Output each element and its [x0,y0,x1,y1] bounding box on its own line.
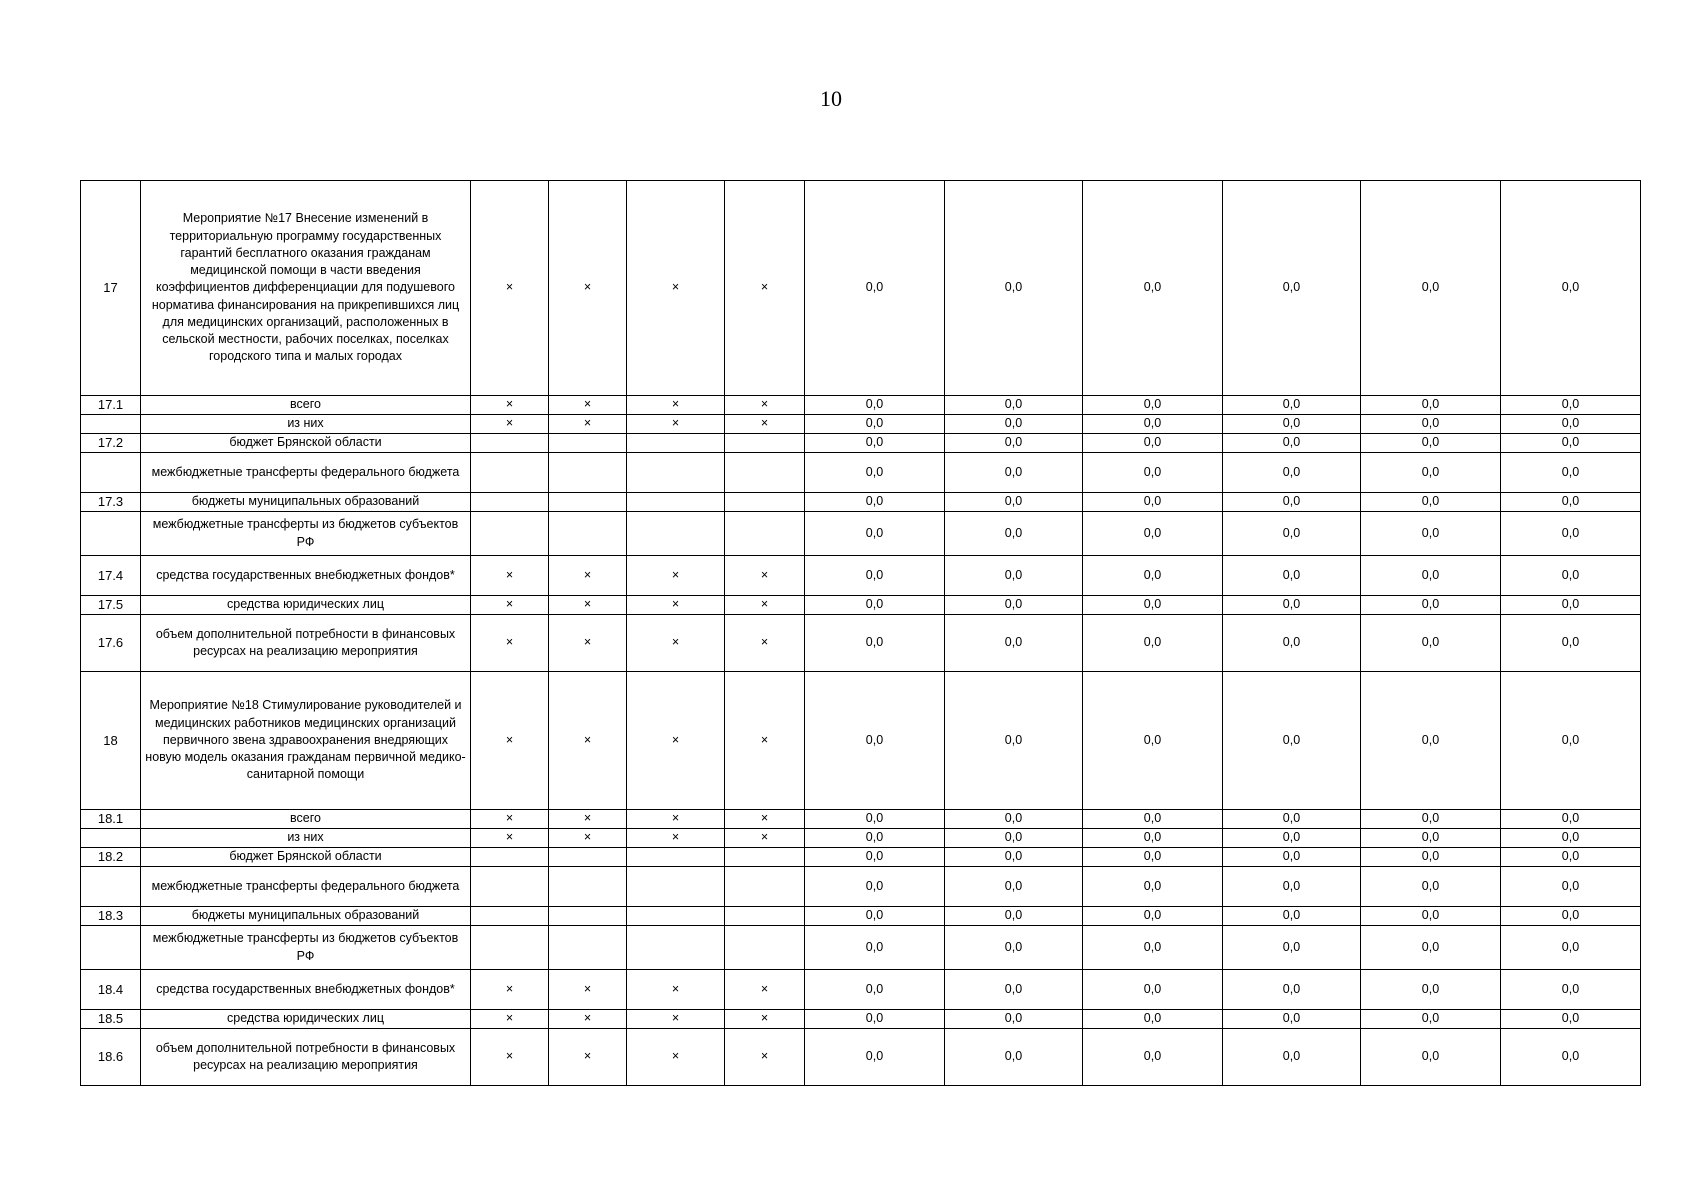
value-cell: 0,0 [1501,493,1641,512]
mark-cell: × [725,672,805,810]
value-cell: 0,0 [1361,848,1501,867]
row-description: средства юридических лиц [141,1010,471,1029]
value-cell: 0,0 [1223,596,1361,615]
value-cell: 0,0 [1083,1029,1223,1086]
value-cell: 0,0 [1361,512,1501,556]
row-description: объем дополнительной потребности в финансовых ресурсах на реализацию мероприятия [141,1029,471,1086]
mark-cell [471,434,549,453]
value-cell: 0,0 [1361,396,1501,415]
table-row [81,970,1641,1010]
value-cell: 0,0 [1223,453,1361,493]
mark-cell: × [725,1010,805,1029]
mark-cell: × [725,596,805,615]
row-description: бюджет Брянской области [141,848,471,867]
value-cell: 0,0 [1501,434,1641,453]
value-cell: 0,0 [1361,596,1501,615]
value-cell: 0,0 [805,829,945,848]
row-number [81,512,141,556]
value-cell: 0,0 [1083,615,1223,672]
value-cell: 0,0 [1223,672,1361,810]
value-cell: 0,0 [1501,415,1641,434]
mark-cell [627,867,725,907]
value-cell: 0,0 [1083,396,1223,415]
table-row [81,181,1641,396]
value-cell: 0,0 [1083,926,1223,970]
mark-cell: × [471,810,549,829]
mark-cell [725,907,805,926]
value-cell: 0,0 [805,848,945,867]
table-row [81,926,1641,970]
value-cell: 0,0 [1223,970,1361,1010]
mark-cell: × [471,615,549,672]
mark-cell [471,867,549,907]
value-cell: 0,0 [1501,512,1641,556]
value-cell: 0,0 [1083,512,1223,556]
table-row [81,493,1641,512]
value-cell: 0,0 [1223,810,1361,829]
table-row [81,1029,1641,1086]
value-cell: 0,0 [1223,848,1361,867]
value-cell: 0,0 [945,672,1083,810]
value-cell: 0,0 [1501,396,1641,415]
value-cell: 0,0 [1361,926,1501,970]
value-cell: 0,0 [945,829,1083,848]
value-cell: 0,0 [1083,556,1223,596]
value-cell: 0,0 [805,907,945,926]
mark-cell [725,926,805,970]
mark-cell: × [549,970,627,1010]
row-number [81,829,141,848]
row-description: средства государственных внебюджетных фондов* [141,970,471,1010]
value-cell: 0,0 [1223,867,1361,907]
value-cell: 0,0 [945,1010,1083,1029]
mark-cell: × [725,829,805,848]
mark-cell [471,926,549,970]
mark-cell: × [627,396,725,415]
value-cell: 0,0 [1083,596,1223,615]
value-cell: 0,0 [805,493,945,512]
value-cell: 0,0 [1223,1010,1361,1029]
mark-cell [725,453,805,493]
value-cell: 0,0 [1083,907,1223,926]
mark-cell: × [549,415,627,434]
table-row [81,829,1641,848]
value-cell: 0,0 [1083,434,1223,453]
value-cell: 0,0 [1361,181,1501,396]
row-number: 17 [81,181,141,396]
mark-cell: × [471,970,549,1010]
value-cell: 0,0 [805,556,945,596]
mark-cell: × [471,556,549,596]
row-number [81,453,141,493]
mark-cell: × [627,810,725,829]
row-number [81,415,141,434]
mark-cell [725,867,805,907]
value-cell: 0,0 [1501,848,1641,867]
value-cell: 0,0 [1083,493,1223,512]
mark-cell: × [627,1029,725,1086]
mark-cell: × [627,1010,725,1029]
mark-cell: × [725,181,805,396]
value-cell: 0,0 [805,596,945,615]
mark-cell: × [549,615,627,672]
value-cell: 0,0 [805,1010,945,1029]
value-cell: 0,0 [1361,434,1501,453]
value-cell: 0,0 [805,867,945,907]
mark-cell [549,848,627,867]
row-number: 18 [81,672,141,810]
row-description: бюджеты муниципальных образований [141,907,471,926]
value-cell: 0,0 [1501,181,1641,396]
mark-cell [549,493,627,512]
mark-cell: × [471,1029,549,1086]
row-number: 17.3 [81,493,141,512]
value-cell: 0,0 [805,415,945,434]
mark-cell: × [549,396,627,415]
value-cell: 0,0 [1083,453,1223,493]
value-cell: 0,0 [1361,829,1501,848]
table-row [81,396,1641,415]
value-cell: 0,0 [1083,829,1223,848]
value-cell: 0,0 [945,970,1083,1010]
value-cell: 0,0 [1083,848,1223,867]
value-cell: 0,0 [1083,415,1223,434]
budget-table [80,180,1641,1086]
value-cell: 0,0 [1361,415,1501,434]
table-row [81,453,1641,493]
table-row [81,907,1641,926]
row-description: всего [141,810,471,829]
value-cell: 0,0 [1501,596,1641,615]
mark-cell: × [549,829,627,848]
page-number: 10 [820,86,842,111]
mark-cell: × [627,672,725,810]
table-row [81,810,1641,829]
value-cell: 0,0 [945,181,1083,396]
value-cell: 0,0 [1361,810,1501,829]
row-number: 18.4 [81,970,141,1010]
mark-cell: × [549,556,627,596]
value-cell: 0,0 [945,512,1083,556]
table-row [81,1010,1641,1029]
value-cell: 0,0 [1361,867,1501,907]
value-cell: 0,0 [945,596,1083,615]
mark-cell [549,907,627,926]
mark-cell [471,493,549,512]
row-number [81,926,141,970]
row-number: 17.6 [81,615,141,672]
value-cell: 0,0 [805,181,945,396]
value-cell: 0,0 [1361,907,1501,926]
table-row [81,556,1641,596]
value-cell: 0,0 [805,512,945,556]
value-cell: 0,0 [1223,181,1361,396]
mark-cell: × [549,181,627,396]
mark-cell [627,926,725,970]
value-cell: 0,0 [945,434,1083,453]
row-number: 17.2 [81,434,141,453]
value-cell: 0,0 [1223,926,1361,970]
mark-cell: × [471,396,549,415]
mark-cell [725,848,805,867]
value-cell: 0,0 [945,493,1083,512]
value-cell: 0,0 [945,848,1083,867]
mark-cell: × [725,615,805,672]
value-cell: 0,0 [1223,829,1361,848]
value-cell: 0,0 [1501,556,1641,596]
mark-cell: × [725,810,805,829]
value-cell: 0,0 [1501,1029,1641,1086]
mark-cell [549,453,627,493]
value-cell: 0,0 [945,615,1083,672]
value-cell: 0,0 [1501,970,1641,1010]
table-row [81,672,1641,810]
mark-cell: × [725,1029,805,1086]
value-cell: 0,0 [1223,493,1361,512]
value-cell: 0,0 [1501,829,1641,848]
row-description: Мероприятие №18 Стимулирование руководителей и медицинских работников медицинских организаций первичного звена здравоохранения внедряющих новую модель оказания гражданам первичной медико-санитарной помощи [141,672,471,810]
value-cell: 0,0 [1361,1029,1501,1086]
value-cell: 0,0 [805,615,945,672]
mark-cell: × [471,596,549,615]
table-body [81,181,1641,1086]
mark-cell: × [549,672,627,810]
mark-cell: × [471,672,549,810]
value-cell: 0,0 [1223,556,1361,596]
mark-cell [549,926,627,970]
value-cell: 0,0 [1083,970,1223,1010]
value-cell: 0,0 [945,907,1083,926]
value-cell: 0,0 [1361,493,1501,512]
table-row [81,615,1641,672]
row-description: средства юридических лиц [141,596,471,615]
mark-cell: × [725,556,805,596]
row-number: 18.5 [81,1010,141,1029]
value-cell: 0,0 [1501,453,1641,493]
mark-cell: × [725,970,805,1010]
mark-cell: × [549,1029,627,1086]
mark-cell: × [549,1010,627,1029]
mark-cell: × [627,415,725,434]
mark-cell [471,512,549,556]
mark-cell: × [627,829,725,848]
value-cell: 0,0 [1223,396,1361,415]
mark-cell: × [627,615,725,672]
row-description: бюджеты муниципальных образований [141,493,471,512]
value-cell: 0,0 [1361,1010,1501,1029]
value-cell: 0,0 [1361,672,1501,810]
value-cell: 0,0 [805,970,945,1010]
mark-cell [471,907,549,926]
value-cell: 0,0 [805,434,945,453]
mark-cell [725,493,805,512]
value-cell: 0,0 [945,396,1083,415]
row-number: 18.3 [81,907,141,926]
table-row [81,867,1641,907]
value-cell: 0,0 [945,867,1083,907]
value-cell: 0,0 [945,810,1083,829]
mark-cell: × [471,415,549,434]
mark-cell: × [725,415,805,434]
mark-cell [627,907,725,926]
table-row [81,415,1641,434]
row-description: объем дополнительной потребности в финансовых ресурсах на реализацию мероприятия [141,615,471,672]
value-cell: 0,0 [1361,556,1501,596]
value-cell: 0,0 [1361,970,1501,1010]
value-cell: 0,0 [945,556,1083,596]
value-cell: 0,0 [1501,926,1641,970]
value-cell: 0,0 [805,672,945,810]
mark-cell: × [627,556,725,596]
mark-cell [549,434,627,453]
mark-cell [471,848,549,867]
row-description: межбюджетные трансферты федерального бюджета [141,867,471,907]
row-description: из них [141,829,471,848]
value-cell: 0,0 [1223,434,1361,453]
row-number: 18.1 [81,810,141,829]
mark-cell [549,867,627,907]
mark-cell: × [627,181,725,396]
table-row [81,434,1641,453]
value-cell: 0,0 [805,926,945,970]
mark-cell [725,512,805,556]
value-cell: 0,0 [1501,810,1641,829]
mark-cell: × [549,810,627,829]
value-cell: 0,0 [1083,672,1223,810]
row-number [81,867,141,907]
value-cell: 0,0 [1361,615,1501,672]
value-cell: 0,0 [1501,672,1641,810]
mark-cell [725,434,805,453]
mark-cell: × [471,829,549,848]
mark-cell [627,512,725,556]
row-number: 17.5 [81,596,141,615]
value-cell: 0,0 [805,453,945,493]
row-description: Мероприятие №17 Внесение изменений в территориальную программу государственных гарантий бесплатного оказания гражданам медицинской помощи в части введения коэффициентов дифференциации для подушевого норматива финансирования на прикрепившихся лиц для медицинских организаций, расположенных в сельской местности, рабочих поселках, поселках городского типа и малых городах [141,181,471,396]
value-cell: 0,0 [1083,810,1223,829]
mark-cell [627,434,725,453]
value-cell: 0,0 [1223,415,1361,434]
row-number: 18.6 [81,1029,141,1086]
row-description: межбюджетные трансферты из бюджетов субъектов РФ [141,512,471,556]
value-cell: 0,0 [1083,181,1223,396]
value-cell: 0,0 [1501,907,1641,926]
mark-cell: × [627,596,725,615]
mark-cell: × [471,181,549,396]
table-row [81,512,1641,556]
value-cell: 0,0 [1361,453,1501,493]
row-number: 17.1 [81,396,141,415]
value-cell: 0,0 [805,396,945,415]
value-cell: 0,0 [805,810,945,829]
value-cell: 0,0 [945,415,1083,434]
value-cell: 0,0 [1223,907,1361,926]
value-cell: 0,0 [1083,1010,1223,1029]
value-cell: 0,0 [1223,1029,1361,1086]
mark-cell [627,493,725,512]
row-description: межбюджетные трансферты федерального бюджета [141,453,471,493]
mark-cell: × [725,396,805,415]
table-row [81,596,1641,615]
value-cell: 0,0 [1501,867,1641,907]
row-description: средства государственных внебюджетных фондов* [141,556,471,596]
value-cell: 0,0 [1223,512,1361,556]
value-cell: 0,0 [805,1029,945,1086]
row-description: всего [141,396,471,415]
mark-cell: × [627,970,725,1010]
value-cell: 0,0 [945,1029,1083,1086]
mark-cell [471,453,549,493]
row-number: 17.4 [81,556,141,596]
mark-cell [627,848,725,867]
mark-cell: × [471,1010,549,1029]
mark-cell: × [549,596,627,615]
value-cell: 0,0 [945,926,1083,970]
value-cell: 0,0 [945,453,1083,493]
row-description: бюджет Брянской области [141,434,471,453]
value-cell: 0,0 [1083,867,1223,907]
value-cell: 0,0 [1501,615,1641,672]
mark-cell [549,512,627,556]
row-number: 18.2 [81,848,141,867]
value-cell: 0,0 [1223,615,1361,672]
row-description: межбюджетные трансферты из бюджетов субъектов РФ [141,926,471,970]
row-description: из них [141,415,471,434]
value-cell: 0,0 [1501,1010,1641,1029]
mark-cell [627,453,725,493]
table-row [81,848,1641,867]
